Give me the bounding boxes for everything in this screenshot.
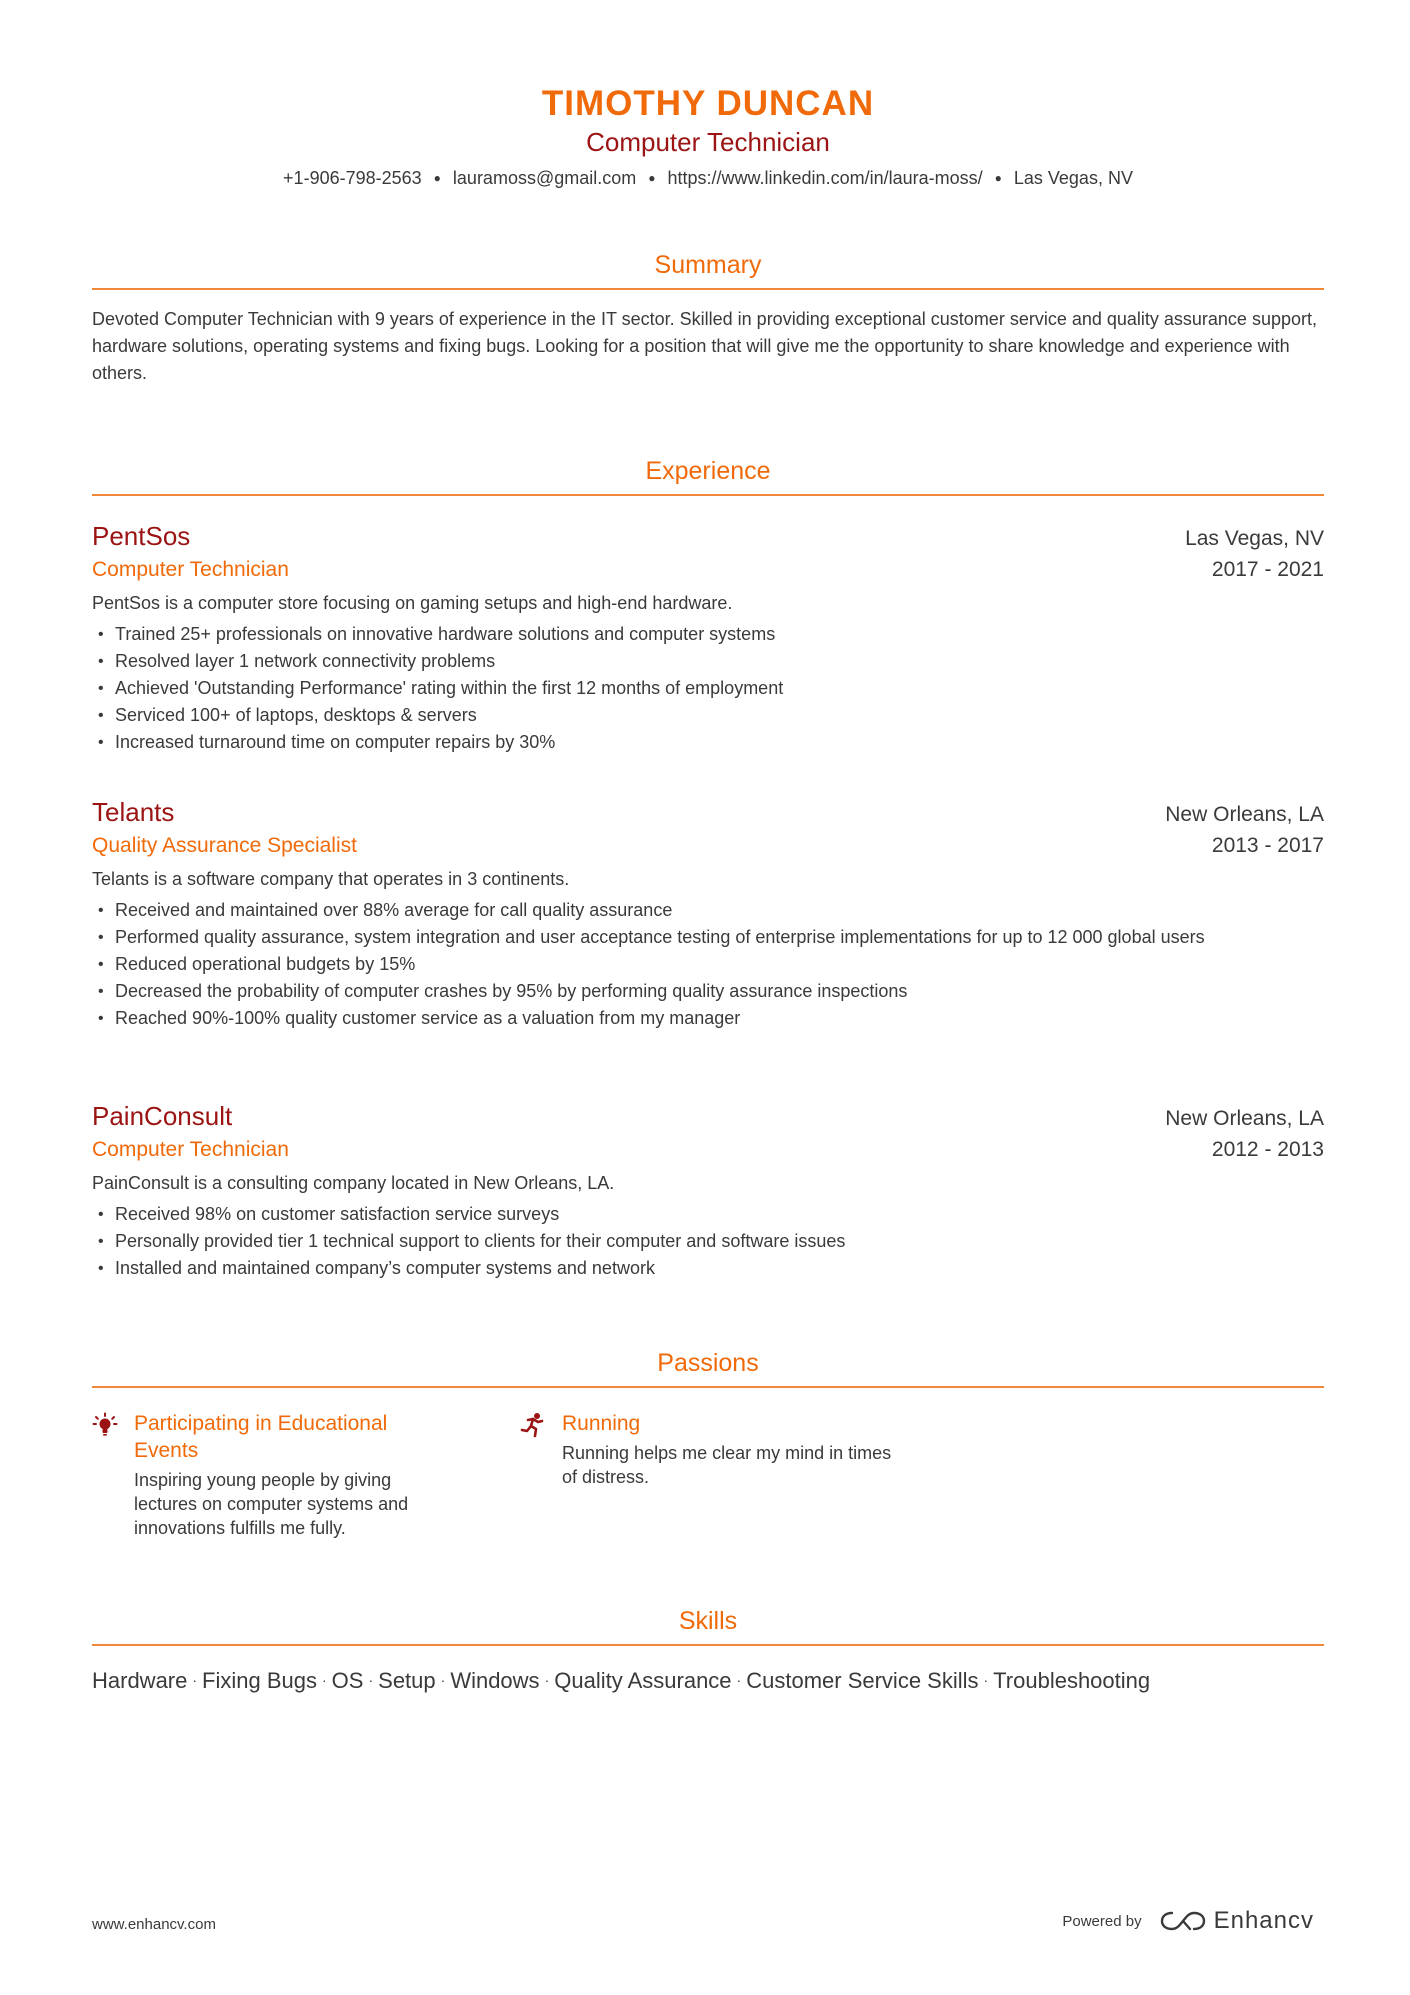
job-company: Telants [92,797,175,827]
enhancv-logo-icon [1160,1909,1206,1933]
separator-dot: · [983,1672,989,1688]
job-company: PainConsult [92,1101,233,1131]
lightbulb-icon [92,1412,118,1438]
resume-header [92,0,1324,192]
separator-dot: · [440,1672,446,1688]
passion-title: Participating in Educational Events [134,1412,388,1462]
contact-email[interactable]: lauramoss@gmail.com [452,168,637,188]
separator-dot: · [322,1672,327,1688]
passions-section [92,1348,1324,1388]
job-bullet: • Reduced operational budgets by 15% [92,951,1324,978]
skill-item: Customer Service Skills [746,1668,979,1693]
contact-linkedin[interactable]: https://www.linkedin.com/in/laura-moss/ [667,168,983,188]
passion-title: Running [562,1412,641,1435]
job-location: New Orleans, LA [1165,803,1324,826]
skills-list [92,1666,1324,1698]
candidate-title: Computer Technician [586,127,830,157]
summary-heading: Summary [654,251,762,279]
job-entry [92,518,1324,756]
skill-item: Hardware [92,1668,188,1693]
job-bullet: • Received 98% on customer satisfaction service surveys [92,1201,1324,1228]
job-dates: 2013 - 2017 [1211,834,1324,857]
powered-by-label: Powered by [1062,1912,1142,1930]
separator-dot: ● [994,171,1002,185]
job-location: Las Vegas, NV [1185,527,1324,550]
contact-location: Las Vegas, NV [1013,168,1133,188]
experience-section [92,456,1324,496]
separator-dot: ● [433,171,441,185]
job-description: PainConsult is a consulting company located in New Orleans, LA. [92,1173,615,1193]
skill-item: OS [331,1668,364,1693]
job-bullet: • Installed and maintained company’s computer systems and network [92,1255,1324,1282]
skills-heading: Skills [678,1607,738,1635]
job-bullets [92,1201,1324,1282]
job-entry [92,1098,1324,1282]
contact-phone: +1-906-798-2563 [283,168,422,188]
enhancv-logo[interactable] [1160,1907,1314,1935]
job-bullet: • Trained 25+ professionals on innovative hardware solutions and computer systems [92,621,1324,648]
job-role: Quality Assurance Specialist [92,834,357,857]
job-dates: 2012 - 2013 [1211,1138,1324,1161]
section-divider [92,1386,1324,1388]
job-dates: 2017 - 2021 [1211,558,1324,581]
enhancv-wordmark: Enhancv [1213,1907,1314,1934]
job-bullet: • Received and maintained over 88% average for call quality assurance [92,897,1324,924]
separator-dot: · [736,1672,742,1688]
skill-item: Troubleshooting [993,1668,1151,1693]
passion-text: Running helps me clear my mind in times of distress. [562,1443,892,1487]
passion-item [92,1410,452,1540]
section-divider [92,494,1324,496]
running-icon [520,1412,546,1438]
job-role: Computer Technician [92,558,289,581]
job-bullet: • Achieved 'Outstanding Performance' rating within the first 12 months of employment [92,675,1324,702]
footer-website[interactable]: www.enhancv.com [92,1916,216,1933]
skill-item: Setup [378,1668,436,1693]
job-bullet: • Personally provided tier 1 technical support to clients for their computer and software issues [92,1228,1324,1255]
job-description: Telants is a software company that operates in 3 continents. [92,869,570,889]
footer-branding [1062,1907,1314,1935]
separator-dot: · [192,1672,198,1688]
job-bullets [92,897,1324,1032]
resume-page [92,0,1324,1995]
job-bullet: • Serviced 100+ of laptops, desktops & servers [92,702,1324,729]
job-bullet: • Performed quality assurance, system integration and user acceptance testing of enterprise implementations for up to 12 000 global users [92,924,1324,951]
job-bullet: • Increased turnaround time on computer repairs by 30% [92,729,1324,756]
separator-dot: · [368,1672,374,1688]
job-bullet: • Resolved layer 1 network connectivity problems [92,648,1324,675]
passion-text: Inspiring young people by giving lectures on computer systems and innovations fulfills me fully. [134,1470,409,1538]
summary-text: Devoted Computer Technician with 9 years of experience in the IT sector. Skilled in providing exceptional customer service and quality assurance support, hardware solutions, operating systems and fixing bugs. Looking for a position that will give me the opportunity to share knowledge and experience with others. [92,309,1317,383]
job-bullet: • Reached 90%-100% quality customer service as a valuation from my manager [92,1005,1324,1032]
candidate-name: TIMOTHY DUNCAN [541,84,875,123]
skill-item: Fixing Bugs [202,1668,317,1693]
job-company: PentSos [92,521,191,551]
job-bullet: • Decreased the probability of computer crashes by 95% by performing quality assurance inspections [92,978,1324,1005]
skills-section [92,1606,1324,1698]
job-bullets [92,621,1324,756]
job-role: Computer Technician [92,1138,289,1161]
experience-heading: Experience [645,457,771,485]
job-location: New Orleans, LA [1165,1107,1324,1130]
separator-dot: · [544,1672,550,1688]
summary-section [92,250,1324,387]
skill-item: Windows [450,1668,540,1693]
contact-line [92,166,1324,192]
skill-item: Quality Assurance [554,1668,732,1693]
passions-heading: Passions [657,1349,759,1377]
job-entry [92,794,1324,1032]
passion-item [520,1410,892,1489]
job-description: PentSos is a computer store focusing on gaming setups and high-end hardware. [92,593,733,613]
separator-dot: ● [648,171,656,185]
section-divider [92,1644,1324,1646]
section-divider [92,288,1324,290]
